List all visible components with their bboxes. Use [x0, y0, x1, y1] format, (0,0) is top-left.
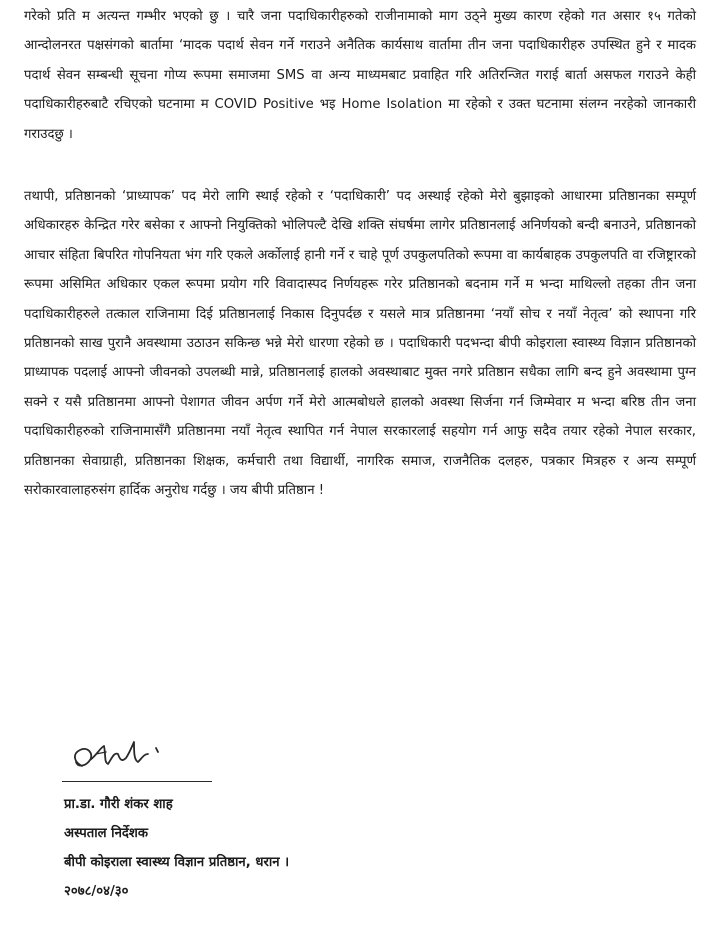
signatory-name: प्रा.डा. गौरी शंकर शाह — [64, 797, 173, 812]
signature-scribble-icon — [60, 732, 220, 782]
letter-paragraph-1: गरेको प्रति म अत्यन्त गम्भीर भएको छु । चारै जना पदाधिकारीहरुको राजीनामाको माग उठ्ने मुख्य कारण रहेको गत असार १५ गतेको आन्दोलनरत पक्षसंगको बार्तामा ‘मादक पदार्थ सेवन गर्ने गराउने अनैतिक कार्यसाथ वार्तामा तीन जना पदाधिकारीहरु उपस्थित हुने र मादक पदार्थ सेवन सम्बन्धी सूचना गोप्य रूपमा समाजमा SMS वा अन्य माध्यमबाट प्रवाहित गरि अतिरन्जित गराई बार्ता असफल गराउने केही पदाधिकारीहरुबाटै रचिएको घटनामा म COVID Positive भइ Home Isolation मा रहेको र उक्त घटनामा संलग्न नरहेको जानकारी गराउदछु । — [24, 9, 696, 142]
letter-paragraph-2: तथापी, प्रतिष्ठानको ‘प्राध्यापक’ पद मेरो लागि स्थाई रहेको र ‘पदाधिकारी’ पद अस्थाई रहेको मेरो बुझाइको आधारमा प्रतिष्ठानका सम्पूर्ण अधिकारहरु केन्द्रित गरेर बसेका र आफ्नो नियुक्तिको भोलिपल्टै देखि शक्ति संघर्षमा लागेर प्रतिष्ठानलाई अनिर्णयको बन्दी बनाउने, प्रतिष्ठानको आचार संहिता बिपरित गोपनियता भंग गरि एकले अर्कोलाई हानी गर्ने र चाहे पूर्ण उपकुलपतिको रूपमा वा कार्यबाहक उपकुलपति वा रजिष्ट्रारको रूपमा असिमित अधिकार एकल रूपमा प्रयोग गरि विवादास्पद निर्णयहरू गरेर प्रतिष्ठानको बदनाम गर्ने म भन्दा माथिल्लो तहका तीन जना पदाधिकारीहरुले तत्काल राजिनामा दिई प्रतिष्ठानलाई निकास दिनुपर्दछ र यसले मात्र प्रतिष्ठानमा ‘नयाँ सोच र नयाँ नेतृत्व’ को स्थापना गरि प्रतिष्ठानको साख पुरानै अवस्थामा उठाउन सकिन्छ भन्ने मेरो धारणा रहेको छ । पदाधिकारी पदभन्दा बीपी कोइराला स्वास्थ्य विज्ञान प्रतिष्ठानको प्राध्यापक पदलाई आफ्नो जीवनको उपलब्धी मान्ने, प्रतिष्ठानलाई हालको अवस्थाबाट मुक्त नगरे प्रतिष्ठान सधैका लागि बन्द हुने अवस्थामा पुग्न सक्ने र यसै प्रतिष्ठानमा आफ्नो पेशागत जीवन अर्पण गर्ने मेरो आत्मबोधले हालको अवस्था सिर्जना गर्न जिम्मेवार म भन्दा बरिष्ठ तीन जना पदाधिकारीहरुको राजिनामासँगै प्रतिष्ठानमा नयाँ नेतृत्व स्थापित गर्न नेपाल सरकारलाई सहयोग गर्न आफु सदैव तयार रहेको नेपाल सरकार, प्रतिष्ठानका सेवाग्राही, प्रतिष्ठानका शिक्षक, कर्मचारी तथा विद्यार्थी, नागरिक समाज, राजनैतिक दलहरु, पत्रकार मित्रहरु र अन्य सम्पूर्ण सरोकारवालाहरुसंग हार्दिक अनुरोध गर्दछु । जय बीपी प्रतिष्ठान ! — [24, 189, 696, 499]
letter-date: २०७८/०४/३० — [64, 884, 129, 899]
signatory-organization: बीपी कोइराला स्वास्थ्य विज्ञान प्रतिष्ठान, धरान । — [64, 855, 290, 870]
signature-block — [64, 790, 564, 906]
signatory-title: अस्पताल निर्देशक — [64, 826, 148, 841]
signature-line — [62, 781, 212, 782]
handwritten-signature — [60, 732, 220, 782]
